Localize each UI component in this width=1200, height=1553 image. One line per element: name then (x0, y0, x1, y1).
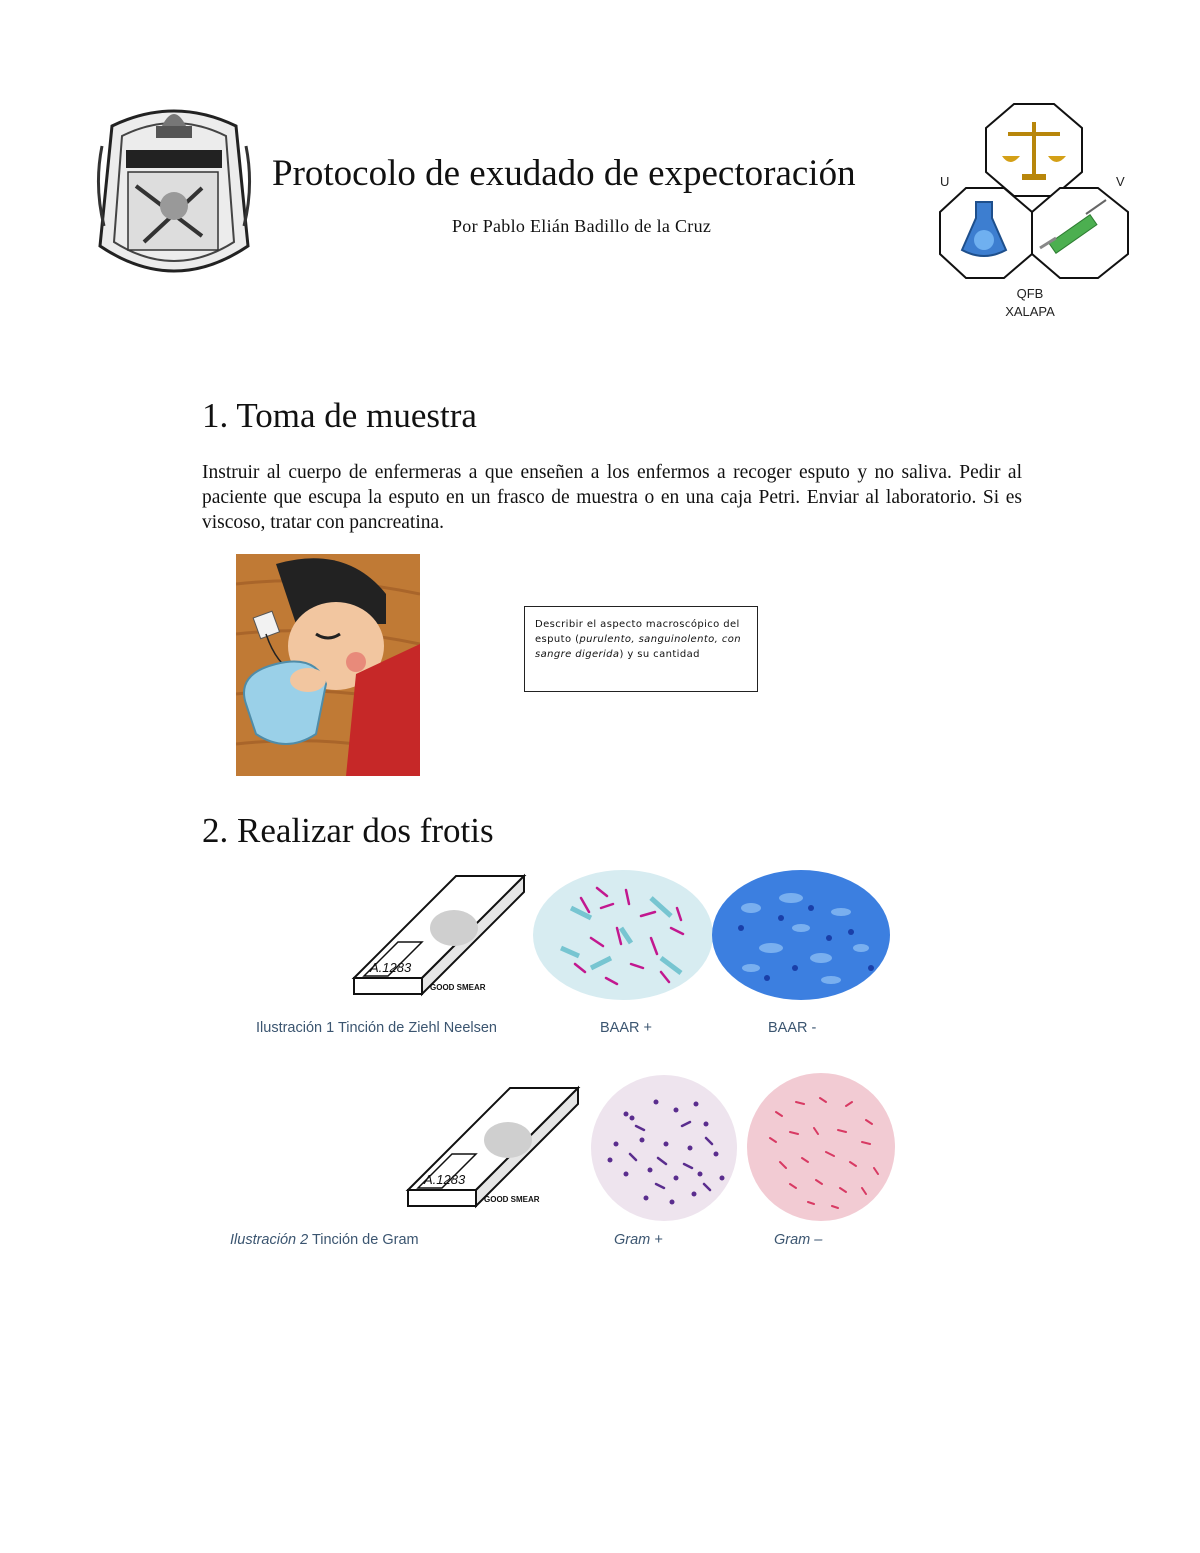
logo-letter-u: U (940, 174, 950, 189)
logo-caption (995, 285, 1065, 321)
section-heading-1: 1. Toma de muestra (202, 396, 477, 435)
patient-sputum-illustration (236, 554, 420, 776)
logo-letter-v: V (1116, 174, 1125, 189)
university-seal-logo (92, 96, 256, 284)
slide-2-smear-label: GOOD SMEAR (484, 1195, 540, 1204)
logo-caption-line2: XALAPA (1005, 304, 1055, 319)
logo-caption-line1: QFB (1016, 286, 1044, 301)
gram-negative-label (774, 1232, 822, 1248)
baar-negative-label: BAAR - (768, 1020, 817, 1036)
figure-2-caption-number: Ilustración 2 (230, 1232, 309, 1248)
micrograph-gram-positive (586, 1074, 742, 1222)
micrograph-baar-negative (711, 868, 891, 1002)
micrograph-baar-positive (531, 868, 715, 1002)
slide-1-smear-label: GOOD SMEAR (430, 983, 486, 992)
section-heading-2: 2. Realizar dos frotis (202, 811, 494, 850)
slide-1-code: A.1283 (370, 960, 412, 975)
baar-positive-label: BAAR + (600, 1020, 652, 1036)
qfb-hexagon-logo (936, 100, 1132, 290)
figure-2-caption-text: Tinción de Gram (308, 1232, 419, 1248)
note-text-italic: purulento, sanguinolento, con sangre digerida (535, 634, 741, 660)
author-line: Por Pablo Elián Badillo de la Cruz (452, 216, 712, 236)
note-text-pre: Describir el aspecto macroscópico del esputo ( (535, 619, 740, 645)
slide-illustration-1 (348, 866, 534, 1002)
figure-1-caption: Ilustración 1 Tinción de Ziehl Neelsen (256, 1020, 497, 1036)
gram-negative-label-text: Gram – (774, 1232, 823, 1248)
slide-2-code: A.1283 (424, 1172, 466, 1187)
note-text-post: ) y su cantidad (619, 649, 700, 660)
page-title: Protocolo de exudado de expectoración (272, 153, 856, 194)
slide-illustration-2 (402, 1078, 582, 1214)
micrograph-gram-negative (746, 1072, 896, 1222)
gram-positive-label (614, 1232, 663, 1248)
figure-2-caption (230, 1232, 419, 1248)
note-box (524, 606, 758, 692)
section-1-paragraph: Instruir al cuerpo de enfermeras a que enseñen a los enfermos a recoger esputo y no saliva. Pedir al paciente que escupa la esputo en un frasco de muestra o en una caja Petri. Enviar al laboratorio. Si es viscoso, tratar con pancreatina. (202, 462, 1022, 533)
gram-positive-label-text: Gram + (614, 1232, 663, 1248)
